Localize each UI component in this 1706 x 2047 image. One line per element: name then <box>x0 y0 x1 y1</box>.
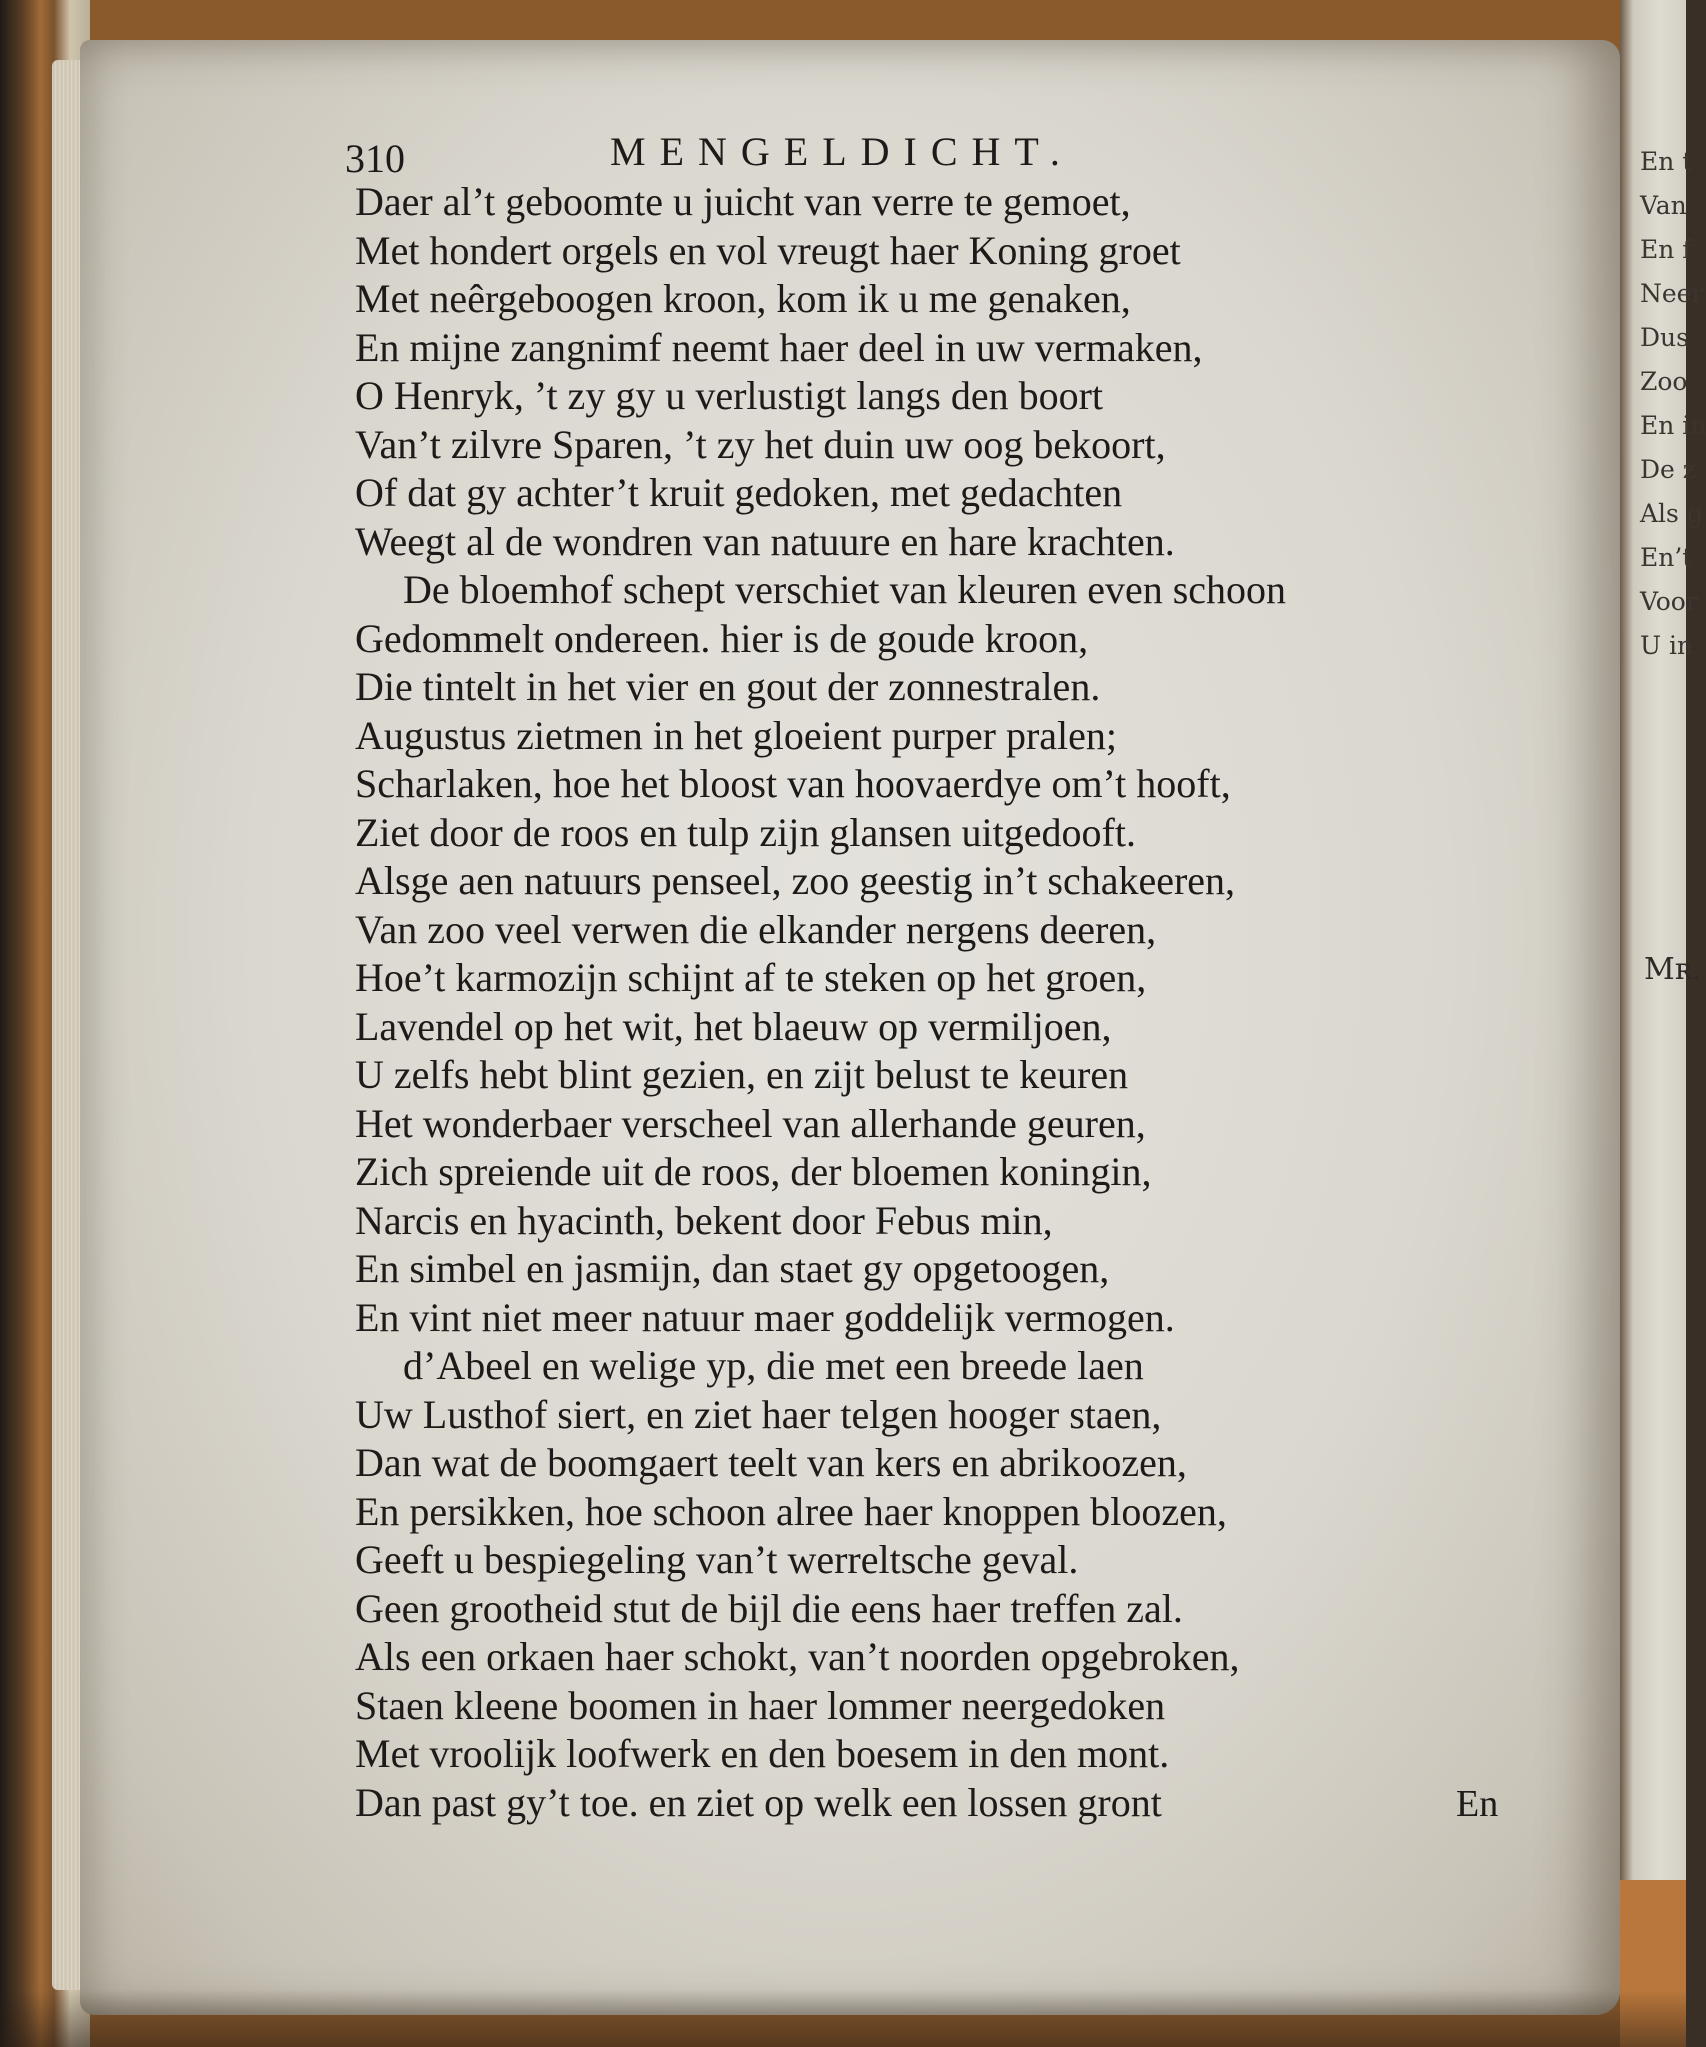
poem-line: Met vroolijk loofwerk en den boesem in den mont. <box>355 1731 1170 1776</box>
next-page-fragment: Dus <box>1640 323 1689 352</box>
running-head: MENGELDICHT. <box>610 129 1074 174</box>
poem-line: Gedommelt ondereen. hier is de goude kroon, <box>355 615 1089 661</box>
poem-line: Met hondert orgels en vol vreugt haer Koning groet <box>355 227 1181 273</box>
poem-line: Dan wat de boomgaert teelt van kers en abrikoozen, <box>355 1440 1187 1485</box>
poem-line: Narcis en hyacinth, bekent door Febus min, <box>355 1197 1053 1243</box>
poem-line: Het wonderbaer verscheel van allerhande geuren, <box>355 1100 1146 1146</box>
poem-line: En mijne zangnimf neemt haer deel in uw vermaken, <box>355 324 1203 370</box>
poem-line: Dan past gy’t toe. en ziet op welk een lossen gront <box>355 1779 1162 1825</box>
poem-line: En persikken, hoe schoon alree haer knoppen bloozen, <box>355 1488 1227 1534</box>
poem-line: Van zoo veel verwen die elkander nergens deeren, <box>355 906 1157 952</box>
poem-line: Staen kleene boomen in haer lommer neergedoken <box>355 1682 1166 1728</box>
bottom-shadow <box>0 1990 1686 2047</box>
poem-line: U zelfs hebt blint gezien, en zijt belust te keuren <box>355 1052 1129 1097</box>
poem-line: Alsge aen natuurs penseel, zoo geestig in’t schakeeren, <box>355 858 1236 903</box>
poem-line: En vint niet meer natuur maer goddelijk vermogen. <box>355 1294 1175 1340</box>
poem-line: Geen grootheid stut de bijl die eens haer treffen zal. <box>355 1585 1183 1631</box>
poem-line: Geeft u bespiegeling van’t werreltsche geval. <box>355 1537 1079 1582</box>
next-page-fragment: En t <box>1640 147 1693 176</box>
poem-line: Ziet door de roos en tulp zijn glansen uitgedooft. <box>355 809 1136 855</box>
next-page-fragment: U in <box>1640 631 1694 660</box>
poem-line: Hoe’t karmozijn schijnt af te steken op het groen, <box>355 955 1147 1000</box>
next-page-fragment: En f <box>1640 235 1692 264</box>
poem-line: De bloemhof schept verschiet van kleuren even schoon <box>403 567 1287 612</box>
next-page-fragment: Zoo <box>1640 367 1688 396</box>
next-page-fragment: Als g <box>1640 499 1703 528</box>
next-page-mark: Mʀ. <box>1644 952 1702 987</box>
next-page-fragment: En in <box>1640 411 1706 440</box>
page-number: 310 <box>345 136 405 181</box>
poem-line: Die tintelt in het vier en gout der zonnestralen. <box>355 664 1101 709</box>
poem-line: Scharlaken, hoe het bloost van hoovaerdye om’t hooft, <box>355 761 1231 806</box>
next-page-fragment: Van <box>1640 191 1687 220</box>
poem-line: O Henryk, ’t zy gy u verlustigt langs den boort <box>355 373 1104 418</box>
next-page-fragment: Neer <box>1640 279 1704 308</box>
catchword: En <box>1456 1783 1499 1825</box>
poem-line: Als een orkaen haer schokt, van’t noorden opgebroken, <box>355 1634 1240 1679</box>
next-page-fragment: Voor <box>1640 587 1698 616</box>
poem-line: Daer al’t geboomte u juicht van verre te gemoet, <box>355 179 1131 224</box>
poem-line: d’Abeel en welige yp, die met een breede laen <box>403 1343 1144 1388</box>
poem-line: Van’t zilvre Sparen, ’t zy het duin uw oog bekoort, <box>355 421 1166 467</box>
next-page-fragment: De z <box>1640 455 1696 484</box>
poem-line: Zich spreiende uit de roos, der bloemen koningin, <box>355 1149 1152 1194</box>
next-page-fragment: En’t <box>1640 543 1693 572</box>
poem-line: En simbel en jasmijn, dan staet gy opgetoogen, <box>355 1246 1110 1291</box>
poem-line: Augustus zietmen in het gloeient purper pralen; <box>355 712 1118 758</box>
poem-text <box>355 178 1465 1827</box>
poem-line: Of dat gy achter’t kruit gedoken, met gedachten <box>355 470 1123 515</box>
poem-line: Uw Lusthof siert, en ziet haer telgen hooger staen, <box>355 1391 1162 1437</box>
poem-line: Weegt al de wondren van natuure en hare krachten. <box>355 518 1175 564</box>
poem-line: Lavendel op het wit, het blaeuw op vermiljoen, <box>355 1003 1112 1049</box>
next-page-fragments <box>1640 140 1706 668</box>
poem-line: Met neêrgeboogen kroon, kom ik u me genaken, <box>355 276 1131 321</box>
